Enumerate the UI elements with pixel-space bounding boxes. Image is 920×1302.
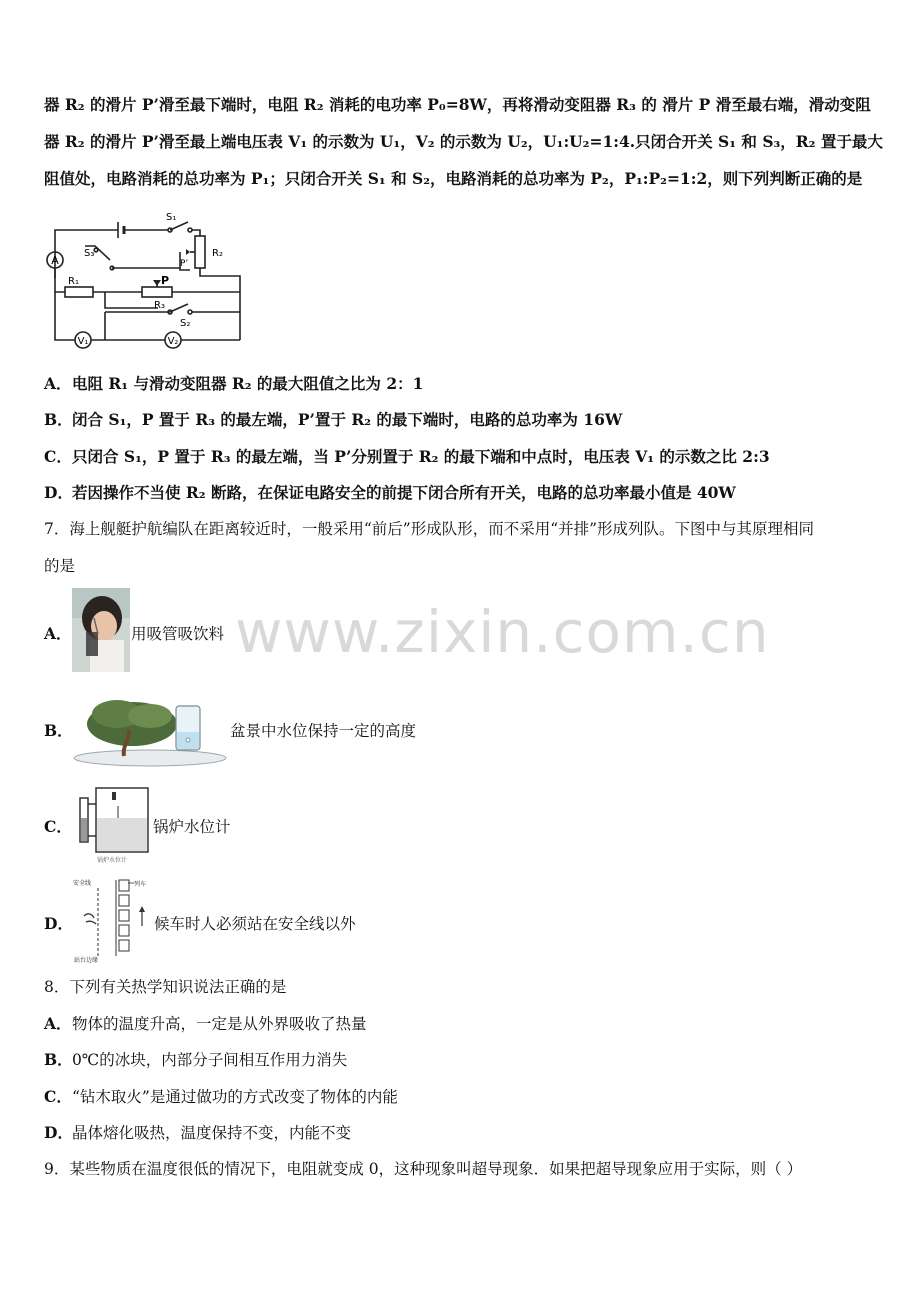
option-text: 物体的温度升高，一定是从外界吸收了热量 [72,1015,367,1033]
option-text: 0℃的冰块，内部分子间相互作用力消失 [72,1051,348,1069]
option-text: “钻木取火”是通过做功的方式改变了物体的内能 [72,1088,398,1106]
q8-stem: 8．下列有关热学知识说法正确的是 [44,978,287,996]
q9-stem: 9．某些物质在温度很低的情况下，电阻就变成 0，这种现象叫超导现象．如果把超导现象应用于实际，则（ ） [44,1160,803,1178]
r1-label: R₁ [68,276,79,287]
option-label: A． [44,374,72,393]
option-text: 若因操作不当使 R₂ 断路，在保证电路安全的前提下闭合所有开关，电路的总功率最小值是 40W [72,483,736,502]
q7-option-d-text: 候车时人必须站在安全线以外 [154,915,356,933]
s3-label: S₃ [84,248,95,259]
platform-edge-label: 站台边缘 [74,957,99,964]
q8-option-c [44,1086,398,1108]
q8-option-d [44,1122,351,1144]
boiler-figure-caption: 锅炉水位计 [96,857,128,864]
q6-option-c [44,446,770,468]
v2-label: V₂ [167,336,179,347]
option-label: D． [44,1123,73,1142]
q7-option-d-label: D． [44,914,73,933]
train-platform-safety-line-image [72,876,154,964]
q8-option-b [44,1049,347,1071]
circuit-diagram [40,208,245,356]
q6-stem-line-2: 器 R₂ 的滑片 P’滑至最上端电压表 V₁ 的示数为 U₁，V₂ 的示数为 U₂，U₁:U₂=1:4.只闭合开关 S₁ 和 S₃，R₂ 置于最大 [44,132,883,151]
q7-stem-line-1: 7．海上舰艇护航编队在距离较近时，一般采用“前后”形成队形，而不采用“并排”形成列队。下图中与其原理相同 [44,520,815,538]
q7-option-c-text: 锅炉水位计 [153,818,231,836]
option-label: B． [44,410,73,429]
option-text: 电阻 R₁ 与滑动变阻器 R₂ 的最大阻值之比为 2：1 [72,374,424,393]
q8-option-a [44,1013,367,1035]
train-label: 列车 [134,881,147,888]
s2-label: S₂ [180,318,191,329]
q6-option-b [44,409,622,431]
q7-option-b-label: B． [44,721,73,740]
q6-option-a [44,373,423,395]
q7-stem-line-2: 的是 [44,557,76,575]
option-label: B． [44,1050,73,1069]
p-prime-label: P’ [180,259,189,269]
boiler-water-gauge-image [72,782,152,866]
option-text: 晶体熔化吸热，温度保持不变，内能不变 [72,1124,352,1142]
p-label: P [161,274,170,287]
option-text: 闭合 S₁，P 置于 R₃ 的最左端，P’置于 R₂ 的最下端时，电路的总功率为 16W [72,410,623,429]
q6-option-d [44,482,736,504]
option-label: D． [44,483,73,502]
q6-stem-line-3: 阻值处，电路消耗的总功率为 P₁；只闭合开关 S₁ 和 S₂，电路消耗的总功率为 P₂，P₁:P₂=1:2，则下列判断正确的是 [44,169,863,188]
option-label: C． [44,1087,72,1106]
safety-line-label: 安全线 [73,880,92,887]
ammeter-label: A [51,254,59,267]
q6-stem-line-1: 器 R₂ 的滑片 P’滑至最下端时，电阻 R₂ 消耗的电功率 P₀=8W，再将滑动变阻器 R₃ 的 滑片 P 滑至最右端，滑动变阻 [44,95,871,114]
q7-option-a-text: 用吸管吸饮料 [131,625,225,643]
option-label: C． [44,447,72,466]
r2-label: R₂ [212,248,223,259]
girl-drinking-straw-image [72,588,130,672]
watermark: www.zixin.com.cn [235,598,770,666]
option-label: A． [44,1014,72,1033]
v1-label: V₁ [77,336,89,347]
q7-option-b-text: 盆景中水位保持一定的高度 [230,722,417,740]
bonsai-with-water-bottle-image [72,686,230,770]
option-text: 只闭合 S₁，P 置于 R₃ 的最左端，当 P’分别置于 R₂ 的最下端和中点时，电压表 V₁ 的示数之比 2:3 [72,447,770,466]
q7-option-c-label: C． [44,817,72,836]
s1-label: S₁ [166,212,177,223]
q7-option-a-label: A． [44,624,72,643]
r3-label: R₃ [154,300,165,311]
